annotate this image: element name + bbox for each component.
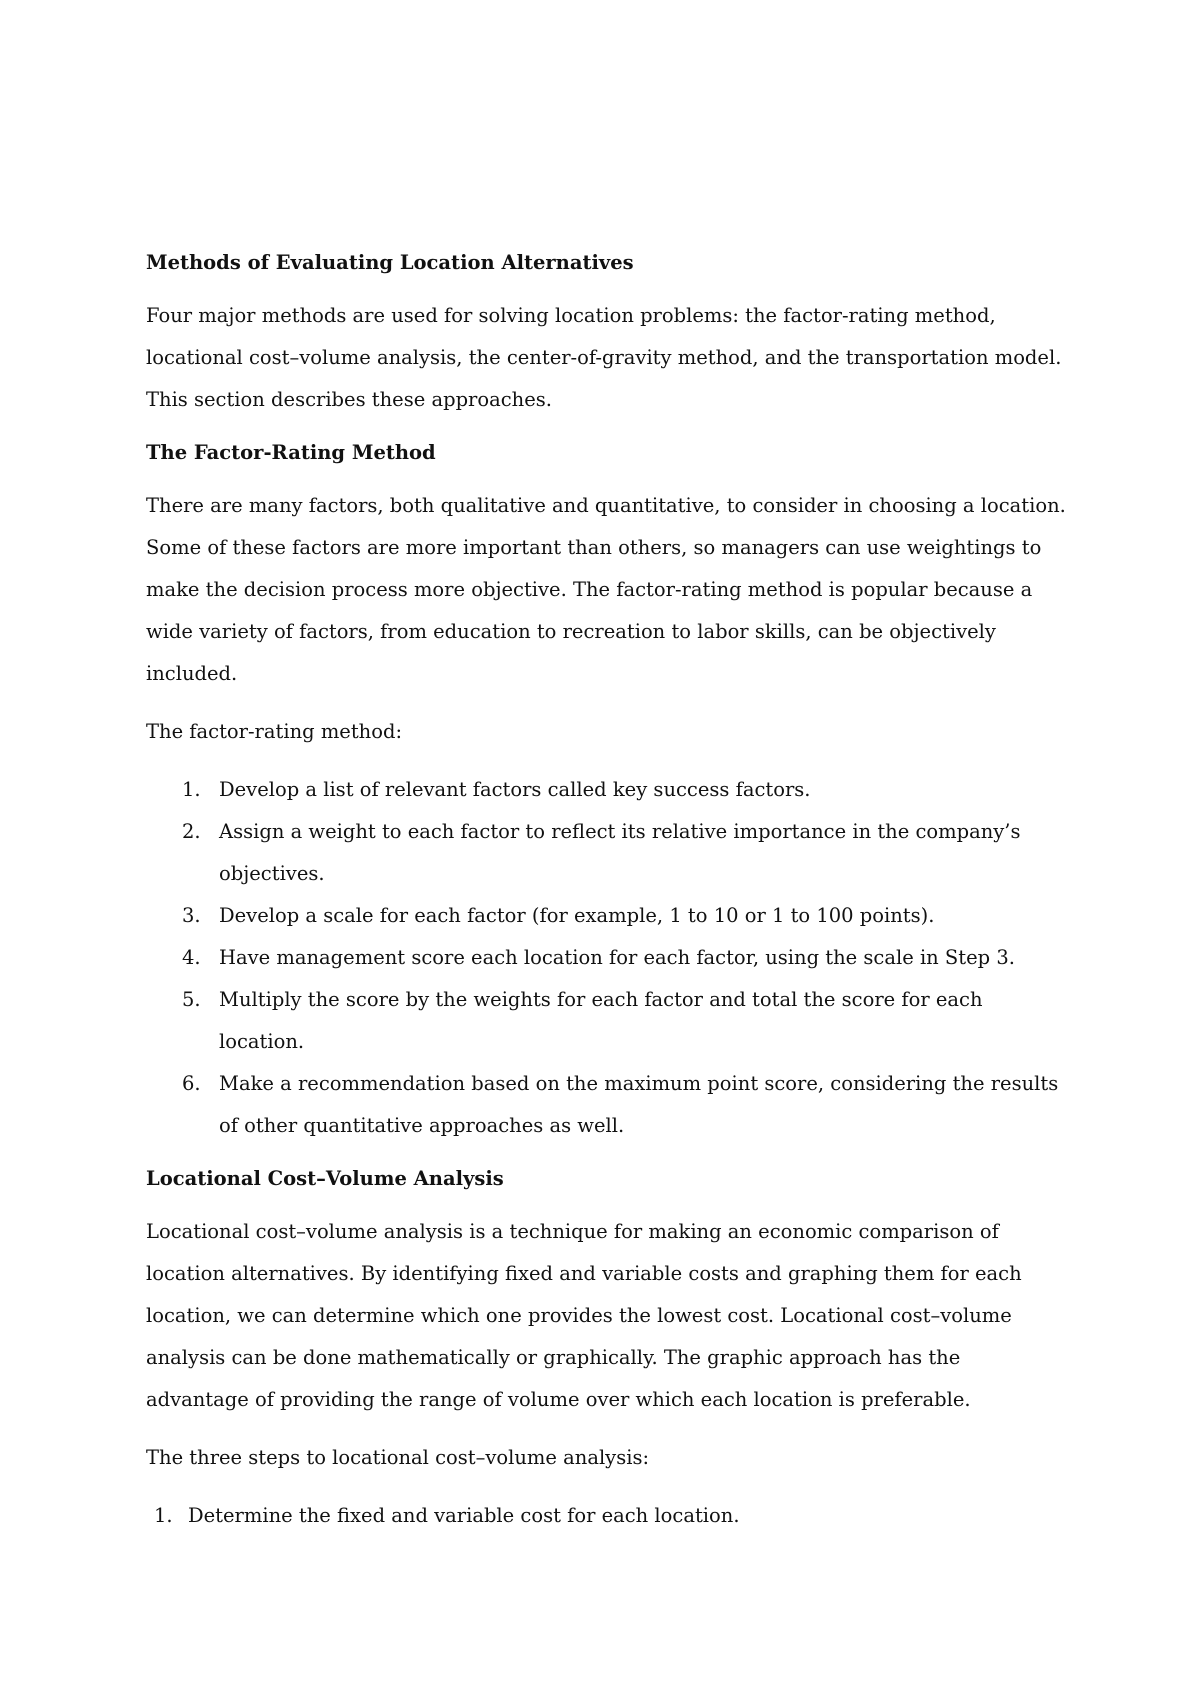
list-item-number: 4. (182, 946, 201, 969)
list-item-number: 2. (182, 820, 201, 843)
list-item (146, 1063, 1066, 1147)
list-item-number: 1. (182, 778, 201, 801)
list-item (146, 937, 1066, 979)
section-title: Methods of Evaluating Location Alternatives (146, 251, 634, 274)
document-body (146, 247, 1066, 1553)
list-item-text: Make a recommendation based on the maximum point score, considering the results of other quantitative approaches as well. (219, 1072, 1059, 1137)
list-item (146, 895, 1066, 937)
list-item (146, 1495, 1066, 1537)
list-item-number: 6. (182, 1072, 201, 1095)
list-item-text: Have management score each location for each factor, using the scale in Step 3. (219, 946, 1015, 969)
intro-paragraph: Four major methods are used for solving location problems: the factor-rating method, locational cost–volume analysis, the center-of-gravity method, and the transportation model. This section describes these approaches. (146, 304, 1062, 411)
list-item-number: 1. (154, 1504, 173, 1527)
list-item-number: 5. (182, 988, 201, 1011)
list-item-text: Determine the fixed and variable cost for each location. (188, 1504, 740, 1527)
list-item (146, 979, 1066, 1063)
factor-rating-list-intro: The factor-rating method: (146, 720, 403, 743)
list-item-text: Develop a scale for each factor (for example, 1 to 10 or 1 to 100 points). (219, 904, 935, 927)
list-item (146, 769, 1066, 811)
cost-volume-list-intro: The three steps to locational cost–volume analysis: (146, 1446, 650, 1469)
list-item (146, 811, 1066, 895)
factor-rating-steps (146, 769, 1066, 1147)
cost-volume-paragraph: Locational cost–volume analysis is a technique for making an economic comparison of location alternatives. By identifying fixed and variable costs and graphing them for each location, we can determine which one provides the lowest cost. Locational cost–volume analysis can be done mathematically or graphically. The graphic approach has the advantage of providing the range of volume over which each location is preferable. (146, 1220, 1022, 1411)
list-item-text: Multiply the score by the weights for each factor and total the score for each location. (219, 988, 983, 1053)
factor-rating-paragraph: There are many factors, both qualitative and quantitative, to consider in choosing a location. Some of these factors are more important than others, so managers can use weightings to make the decision process more objective. The factor-rating method is popular because a wide variety of factors, from education to recreation to labor skills, can be objectively included. (146, 494, 1066, 685)
cost-volume-steps (146, 1495, 1066, 1537)
cost-volume-heading: Locational Cost–Volume Analysis (146, 1167, 504, 1190)
list-item-text: Assign a weight to each factor to reflect its relative importance in the company’s objectives. (219, 820, 1021, 885)
list-item-text: Develop a list of relevant factors called key success factors. (219, 778, 811, 801)
list-item-number: 3. (182, 904, 201, 927)
factor-rating-heading: The Factor-Rating Method (146, 441, 436, 464)
